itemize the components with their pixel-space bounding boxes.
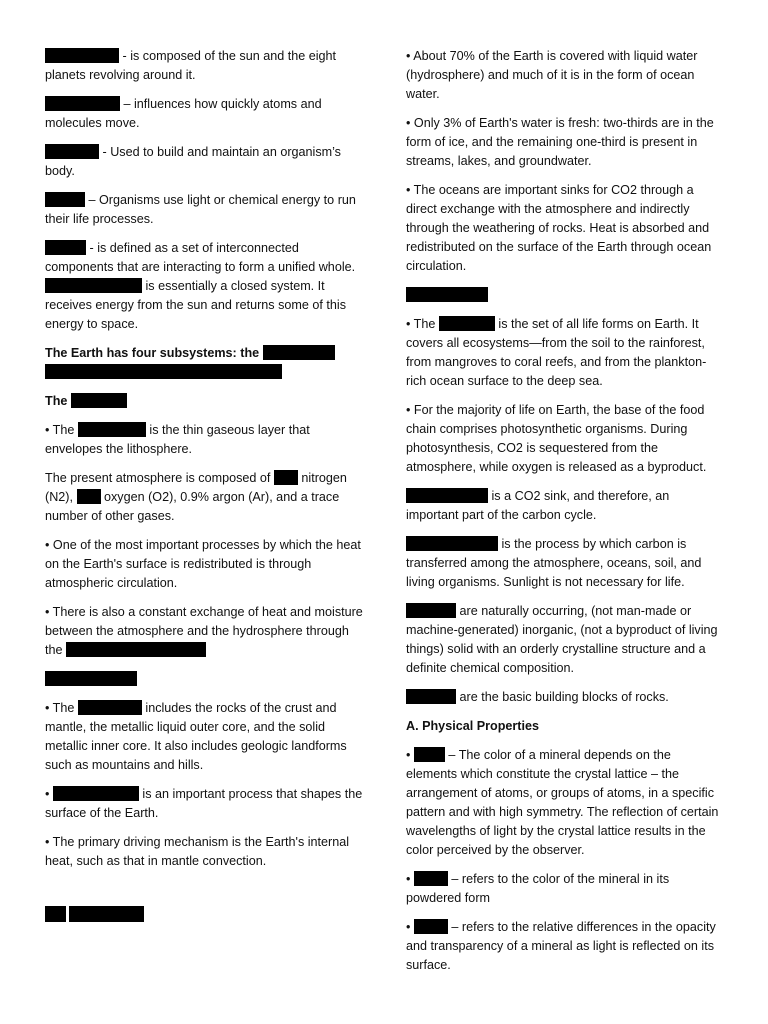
section-heading: The bbox=[45, 392, 363, 411]
right-column bbox=[406, 44, 724, 975]
bullet-item: • – The color of a mineral depends on the elements which constitute the crystal lattice – the arrangement of atoms, or groups of atoms, in a specific pattern and with high symmetry. The reflection of certain wavelengths of light by the crystal lattice results in the color perceived by the observer. bbox=[406, 748, 719, 857]
bullet-item: • The includes the rocks of the crust and mantle, the metallic liquid outer core, and the solid metallic inner core. It also includes geologic landforms such as mountains and hills. bbox=[45, 701, 347, 772]
paragraph: – influences how quickly atoms and molecules move. bbox=[45, 97, 322, 130]
bullet-item: • is an important process that shapes the surface of the Earth. bbox=[45, 787, 363, 820]
redaction-bar bbox=[414, 871, 448, 886]
left-column bbox=[45, 44, 363, 871]
redaction-bar bbox=[66, 642, 206, 657]
bullet-item: • Only 3% of Earth's water is fresh: two-thirds are in the form of ice, and the remaining one-third is present in streams, lakes, and groundwater. bbox=[406, 116, 714, 168]
redaction-bar bbox=[406, 603, 456, 618]
redaction-bar bbox=[406, 287, 488, 302]
bullet-item: • There is also a constant exchange of heat and moisture between the atmosphere and the hydrosphere through the bbox=[45, 605, 363, 657]
paragraph: The present atmosphere is composed of nitrogen (N2), oxygen (O2), 0.9% argon (Ar), and a trace number of other gases. bbox=[45, 471, 347, 523]
paragraph: is the process by which carbon is transferred among the atmosphere, oceans, soil, and living organisms. Sunlight is not necessary for life. bbox=[406, 537, 702, 589]
redaction-bar bbox=[263, 345, 335, 360]
bullet-item: • About 70% of the Earth is covered with liquid water (hydrosphere) and much of it is in the form of ocean water. bbox=[406, 49, 698, 101]
footer-heading-redaction bbox=[45, 906, 144, 924]
redaction-bar bbox=[53, 786, 139, 801]
redaction-bar bbox=[77, 489, 101, 504]
redaction-bar bbox=[414, 919, 448, 934]
section-heading bbox=[406, 286, 724, 305]
redaction-bar bbox=[274, 470, 298, 485]
paragraph: are the basic building blocks of rocks. bbox=[406, 688, 724, 707]
bullet-item: • The oceans are important sinks for CO2 through a direct exchange with the atmosphere and indirectly through the weathering of rocks. Heat is absorbed and redistributed on the surface of the Earth through ocean circulation. bbox=[406, 183, 712, 273]
bullet-item: • The primary driving mechanism is the Earth's internal heat, such as that in mantle convection. bbox=[45, 835, 350, 868]
paragraph: – Organisms use light or chemical energy to run their life processes. bbox=[45, 193, 356, 226]
section-heading: A. Physical Properties bbox=[406, 719, 539, 733]
bullet-item: • One of the most important processes by which the heat on the Earth's surface is redistributed is through atmospheric circulation. bbox=[45, 538, 361, 590]
bullet-item: • – refers to the relative differences in the opacity and transparency of a mineral as light is reflected on its surface. bbox=[406, 920, 716, 972]
redaction-bar bbox=[69, 906, 144, 922]
paragraph: are naturally occurring, (not man-made or machine-generated) inorganic, (not a byproduct of living things) solid with an orderly crystalline structure and a definite chemical composition. bbox=[406, 604, 718, 675]
bullet-item: • The is the thin gaseous layer that envelopes the lithosphere. bbox=[45, 423, 310, 456]
paragraph: - is defined as a set of interconnected components that are interacting to form a unified whole. is essentially a closed system. It receives energy from the sun and returns some of this energy to space. bbox=[45, 241, 356, 331]
redaction-bar bbox=[45, 96, 120, 111]
redaction-bar bbox=[45, 192, 85, 207]
paragraph: is a CO2 sink, and therefore, an important part of the carbon cycle. bbox=[406, 489, 670, 522]
paragraph: - is composed of the sun and the eight planets revolving around it. bbox=[45, 49, 337, 82]
redaction-bar bbox=[45, 671, 137, 686]
redaction-bar bbox=[71, 393, 127, 408]
redaction-bar bbox=[45, 144, 99, 159]
paragraph: - Used to build and maintain an organism’s body. bbox=[45, 145, 341, 178]
bullet-item: • – refers to the color of the mineral in its powdered form bbox=[406, 872, 670, 905]
section-heading bbox=[45, 670, 363, 689]
redaction-bar bbox=[78, 700, 142, 715]
bullet-item: • For the majority of life on Earth, the base of the food chain comprises photosynthetic organisms. During photosynthesis, CO2 is sequestered from the atmosphere, while oxygen is released as a byproduct. bbox=[406, 403, 707, 474]
redaction-bar bbox=[406, 488, 488, 503]
redaction-bar bbox=[45, 48, 119, 63]
redaction-bar bbox=[406, 689, 456, 704]
redaction-bar bbox=[78, 422, 146, 437]
redaction-bar bbox=[414, 747, 445, 762]
redaction-bar bbox=[45, 364, 282, 379]
redaction-bar bbox=[45, 278, 142, 293]
paragraph: The Earth has four subsystems: the bbox=[45, 344, 363, 382]
redaction-bar bbox=[45, 240, 86, 255]
bullet-item: • The is the set of all life forms on Earth. It covers all ecosystems—from the soil to the rainforest, from mangroves to coral reefs, and from the plankton-rich ocean surface to the deep sea. bbox=[406, 317, 707, 388]
redaction-bar bbox=[439, 316, 495, 331]
redaction-bar bbox=[406, 536, 498, 551]
redaction-bar bbox=[45, 906, 66, 922]
